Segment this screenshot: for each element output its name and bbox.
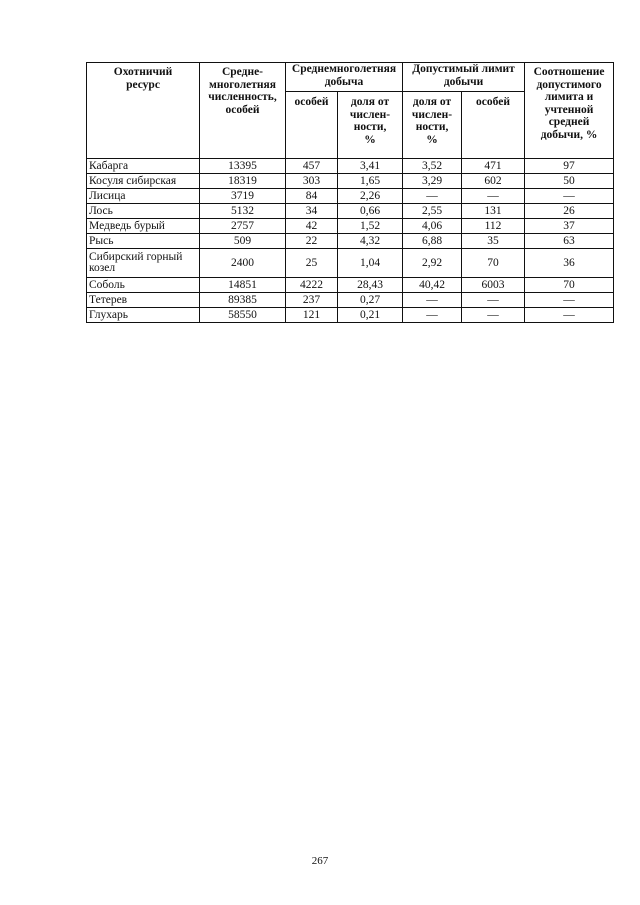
cell-population: 2757 [200, 219, 286, 234]
cell-harvest: 4222 [286, 278, 338, 293]
table-row [87, 174, 614, 189]
cell-limit-share: 40,42 [403, 278, 462, 293]
cell-harvest: 42 [286, 219, 338, 234]
cell-population: 5132 [200, 204, 286, 219]
cell-harvest: 34 [286, 204, 338, 219]
cell-harvest-share: 0,21 [338, 308, 403, 323]
cell-limit: — [462, 293, 525, 308]
cell-harvest: 22 [286, 234, 338, 249]
table-row [87, 234, 614, 249]
cell-ratio: 97 [525, 159, 614, 174]
cell-harvest-share: 0,27 [338, 293, 403, 308]
table-row [87, 189, 614, 204]
page-number: 267 [311, 855, 329, 867]
cell-harvest-share: 0,66 [338, 204, 403, 219]
cell-limit: 35 [462, 234, 525, 249]
cell-population: 13395 [200, 159, 286, 174]
cell-resource: Кабарга [87, 159, 200, 174]
cell-limit: 112 [462, 219, 525, 234]
table-header [87, 63, 614, 159]
cell-population: 58550 [200, 308, 286, 323]
cell-ratio: 70 [525, 278, 614, 293]
hunting-resources-table [86, 62, 614, 323]
cell-ratio: 50 [525, 174, 614, 189]
cell-ratio: 26 [525, 204, 614, 219]
cell-limit: 6003 [462, 278, 525, 293]
table-row [87, 159, 614, 174]
cell-resource: Косуля сибирская [87, 174, 200, 189]
header-avg-harvest-group: Среднемноголетняя добыча [286, 63, 403, 92]
cell-harvest: 237 [286, 293, 338, 308]
cell-ratio: 63 [525, 234, 614, 249]
header-limit-group: Допустимый лимит добычи [403, 63, 525, 92]
header-harvest-share: доля от числен-ности, % [338, 92, 403, 159]
table-row [87, 204, 614, 219]
header-limit-share: доля от числен-ности, % [403, 92, 462, 159]
cell-limit-share: 3,52 [403, 159, 462, 174]
cell-ratio: 36 [525, 249, 614, 278]
cell-limit-share: — [403, 293, 462, 308]
cell-harvest-share: 1,65 [338, 174, 403, 189]
cell-resource: Медведь бурый [87, 219, 200, 234]
cell-population: 89385 [200, 293, 286, 308]
table-row [87, 219, 614, 234]
cell-ratio: — [525, 293, 614, 308]
header-harvest-individuals: особей [286, 92, 338, 159]
cell-limit-share: 3,29 [403, 174, 462, 189]
cell-limit: 70 [462, 249, 525, 278]
cell-limit-share: — [403, 308, 462, 323]
cell-resource: Соболь [87, 278, 200, 293]
cell-ratio: 37 [525, 219, 614, 234]
cell-resource: Лось [87, 204, 200, 219]
table-row [87, 278, 614, 293]
cell-harvest: 457 [286, 159, 338, 174]
table-row [87, 249, 614, 278]
cell-harvest-share: 1,04 [338, 249, 403, 278]
table-row [87, 308, 614, 323]
cell-limit: — [462, 189, 525, 204]
cell-population: 14851 [200, 278, 286, 293]
cell-population: 2400 [200, 249, 286, 278]
cell-population: 18319 [200, 174, 286, 189]
cell-resource: Сибирский горный козел [87, 249, 200, 278]
cell-limit-share: — [403, 189, 462, 204]
cell-limit: 471 [462, 159, 525, 174]
header-limit-individuals: особей [462, 92, 525, 159]
cell-harvest-share: 28,43 [338, 278, 403, 293]
cell-harvest: 303 [286, 174, 338, 189]
cell-harvest-share: 2,26 [338, 189, 403, 204]
cell-resource: Тетерев [87, 293, 200, 308]
cell-harvest-share: 4,32 [338, 234, 403, 249]
cell-resource: Лисица [87, 189, 200, 204]
header-ratio: Соотношение допустимого лимита и учтенной средней добычи, % [525, 63, 614, 159]
cell-ratio: — [525, 189, 614, 204]
cell-harvest-share: 3,41 [338, 159, 403, 174]
header-row-1 [87, 63, 614, 92]
cell-harvest: 25 [286, 249, 338, 278]
cell-limit-share: 2,55 [403, 204, 462, 219]
table-row [87, 293, 614, 308]
cell-limit-share: 2,92 [403, 249, 462, 278]
cell-resource: Рысь [87, 234, 200, 249]
cell-population: 509 [200, 234, 286, 249]
cell-harvest: 121 [286, 308, 338, 323]
cell-limit-share: 6,88 [403, 234, 462, 249]
cell-ratio: — [525, 308, 614, 323]
cell-limit-share: 4,06 [403, 219, 462, 234]
header-resource: Охотничий ресурс [87, 63, 200, 159]
cell-limit: 602 [462, 174, 525, 189]
cell-harvest: 84 [286, 189, 338, 204]
cell-harvest-share: 1,52 [338, 219, 403, 234]
header-avg-population: Средне-многолетняя численность, особей [200, 63, 286, 159]
cell-limit: — [462, 308, 525, 323]
cell-resource: Глухарь [87, 308, 200, 323]
cell-limit: 131 [462, 204, 525, 219]
cell-population: 3719 [200, 189, 286, 204]
table-body [87, 159, 614, 323]
